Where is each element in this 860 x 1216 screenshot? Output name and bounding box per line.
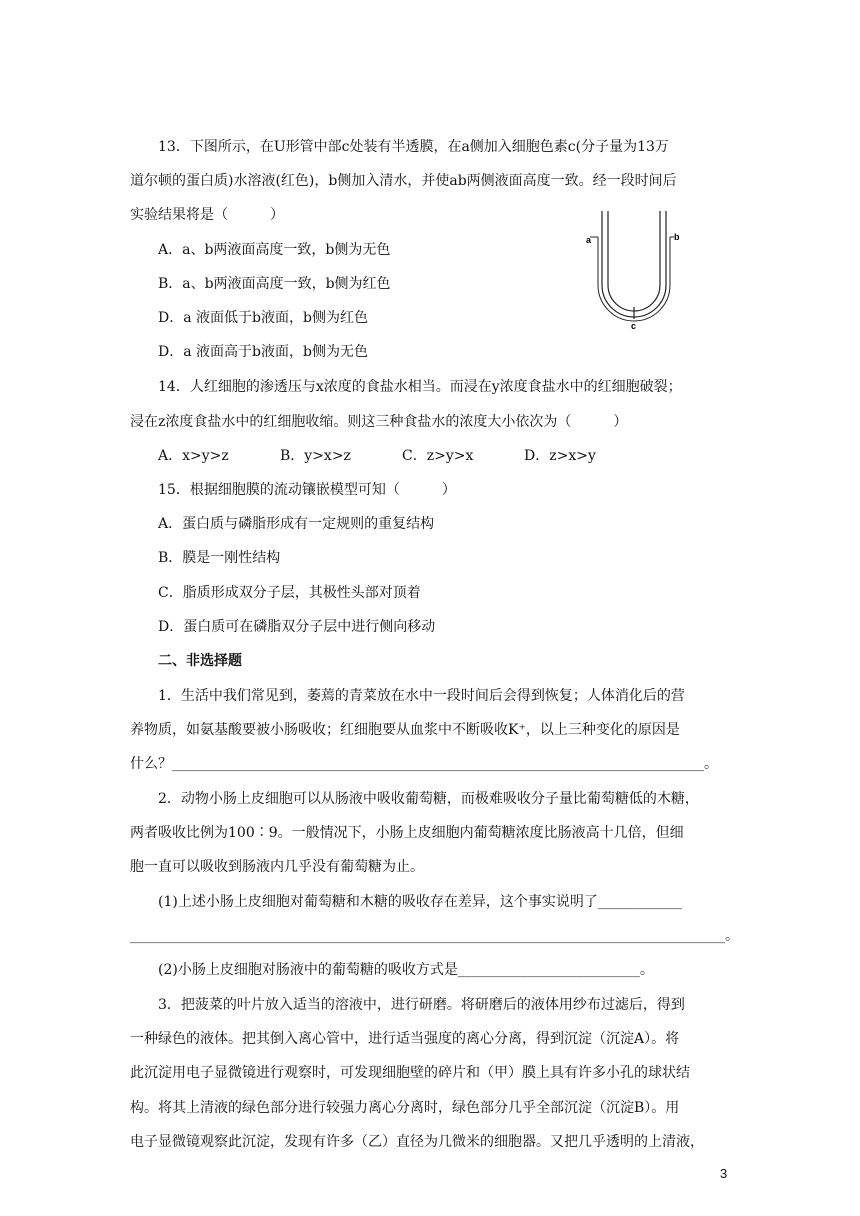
p2-line-3: 胞一直可以吸收到肠液内几乎没有葡萄糖为止。 — [130, 859, 424, 875]
q15-line-1: 15．根据细胞膜的流动镶嵌模型可知（ ） — [158, 482, 456, 498]
q14-line-2: 浸在z浓度食盐水中的红细胞收缩。则这三种食盐水的浓度大小依次为（ ） — [130, 414, 628, 430]
p3-line-4: 构。将其上清液的绿色部分进行较强力离心分离时，绿色部分几乎全部沉淀（沉淀B）。用 — [130, 1100, 680, 1116]
q15-option-b: B．膜是一刚性结构 — [158, 550, 281, 566]
section-title: 二、非选择题 — [158, 653, 242, 669]
q13-option-d: D．a 液面高于b液面，b侧为无色 — [158, 344, 368, 360]
q13-option-a: A．a、b两液面高度一致，b侧为无色 — [158, 242, 391, 258]
q14-option-b: B．y>x>z — [280, 448, 351, 464]
q14-option-a: A．x>y>z — [158, 448, 229, 464]
p1-line-2: 养物质，如氨基酸要被小肠吸收；红细胞要从血浆中不断吸收K⁺，以上三种变化的原因是 — [130, 722, 680, 738]
figure-label-b: b — [674, 232, 680, 242]
p1-line-1: 1．生活中我们常见到，萎蔫的青菜放在水中一段时间后会得到恢复；人体消化后的营 — [158, 688, 685, 704]
q14-line-1: 14．人红细胞的渗透压与x浓度的食盐水相当。而浸在y浓度食盐水中的红细胞破裂； — [158, 379, 682, 395]
q14-options — [158, 446, 758, 466]
p2-sub-1-blank: _____________________________________________________________________________________。 — [130, 928, 739, 944]
q13-option-b: B．a、b两液面高度一致，b侧为红色 — [158, 276, 391, 292]
p2-sub-2: (2)小肠上皮细胞对肠液中的葡萄糖的吸收方式是__________________________。 — [158, 962, 654, 978]
q15-option-d: D．蛋白质可在磷脂双分子层中进行侧向移动 — [158, 619, 436, 635]
p3-line-2: 一种绿色的液体。把其倒入离心管中，进行适当强度的离心分离，得到沉淀（沉淀A）。将 — [130, 1031, 680, 1047]
q15-option-c: C．脂质形成双分子层，其极性头部对顶着 — [158, 585, 421, 601]
q14-option-c: C．z>y>x — [402, 448, 474, 464]
p2-line-2: 两者吸收比例为100∶9。一般情况下，小肠上皮细胞内葡萄糖浓度比肠液高十几倍，但细 — [130, 825, 684, 841]
page-number: 3 — [720, 1166, 728, 1181]
figure-label-c: c — [631, 321, 637, 331]
p1-line-3: 什么？____________________________________________________________________________。 — [130, 756, 718, 772]
p3-line-5: 电子显微镜观察此沉淀，发现有许多（乙）直径为几微米的细胞器。又把几乎透明的上清液， — [130, 1134, 704, 1150]
figure-label-a: a — [586, 235, 592, 245]
q13-line-3: 实验结果将是（ ） — [130, 207, 284, 223]
p3-line-1: 3．把菠菜的叶片放入适当的溶液中，进行研磨。将研磨后的液体用纱布过滤后，得到 — [158, 997, 685, 1013]
p2-line-1: 2．动物小肠上皮细胞可以从肠液中吸收葡萄糖，而极难吸收分子量比葡萄糖低的木糖， — [158, 791, 699, 807]
q14-option-d: D．z>x>y — [524, 448, 596, 464]
q13-line-2: 道尔顿的蛋白质)水溶液(红色)，b侧加入清水，并使ab两侧液面高度一致。经一段时间后 — [130, 173, 677, 189]
q13-line-1: 13．下图所示，在U形管中部c处装有半透膜，在a侧加入细胞色素c(分子量为13万 — [158, 139, 669, 155]
p3-line-3: 此沉淀用电子显微镜进行观察时，可发现细胞壁的碎片和（甲）膜上具有许多小孔的球状结 — [130, 1065, 690, 1081]
q15-option-a: A．蛋白质与磷脂形成有一定规则的重复结构 — [158, 516, 435, 532]
u-tube-figure — [584, 207, 684, 332]
q13-option-c: D．a 液面低于b液面，b侧为红色 — [158, 310, 368, 326]
p2-sub-1: (1)上述小肠上皮细胞对葡萄糖和木糖的吸收存在差异，这个事实说明了____________ — [158, 894, 682, 910]
